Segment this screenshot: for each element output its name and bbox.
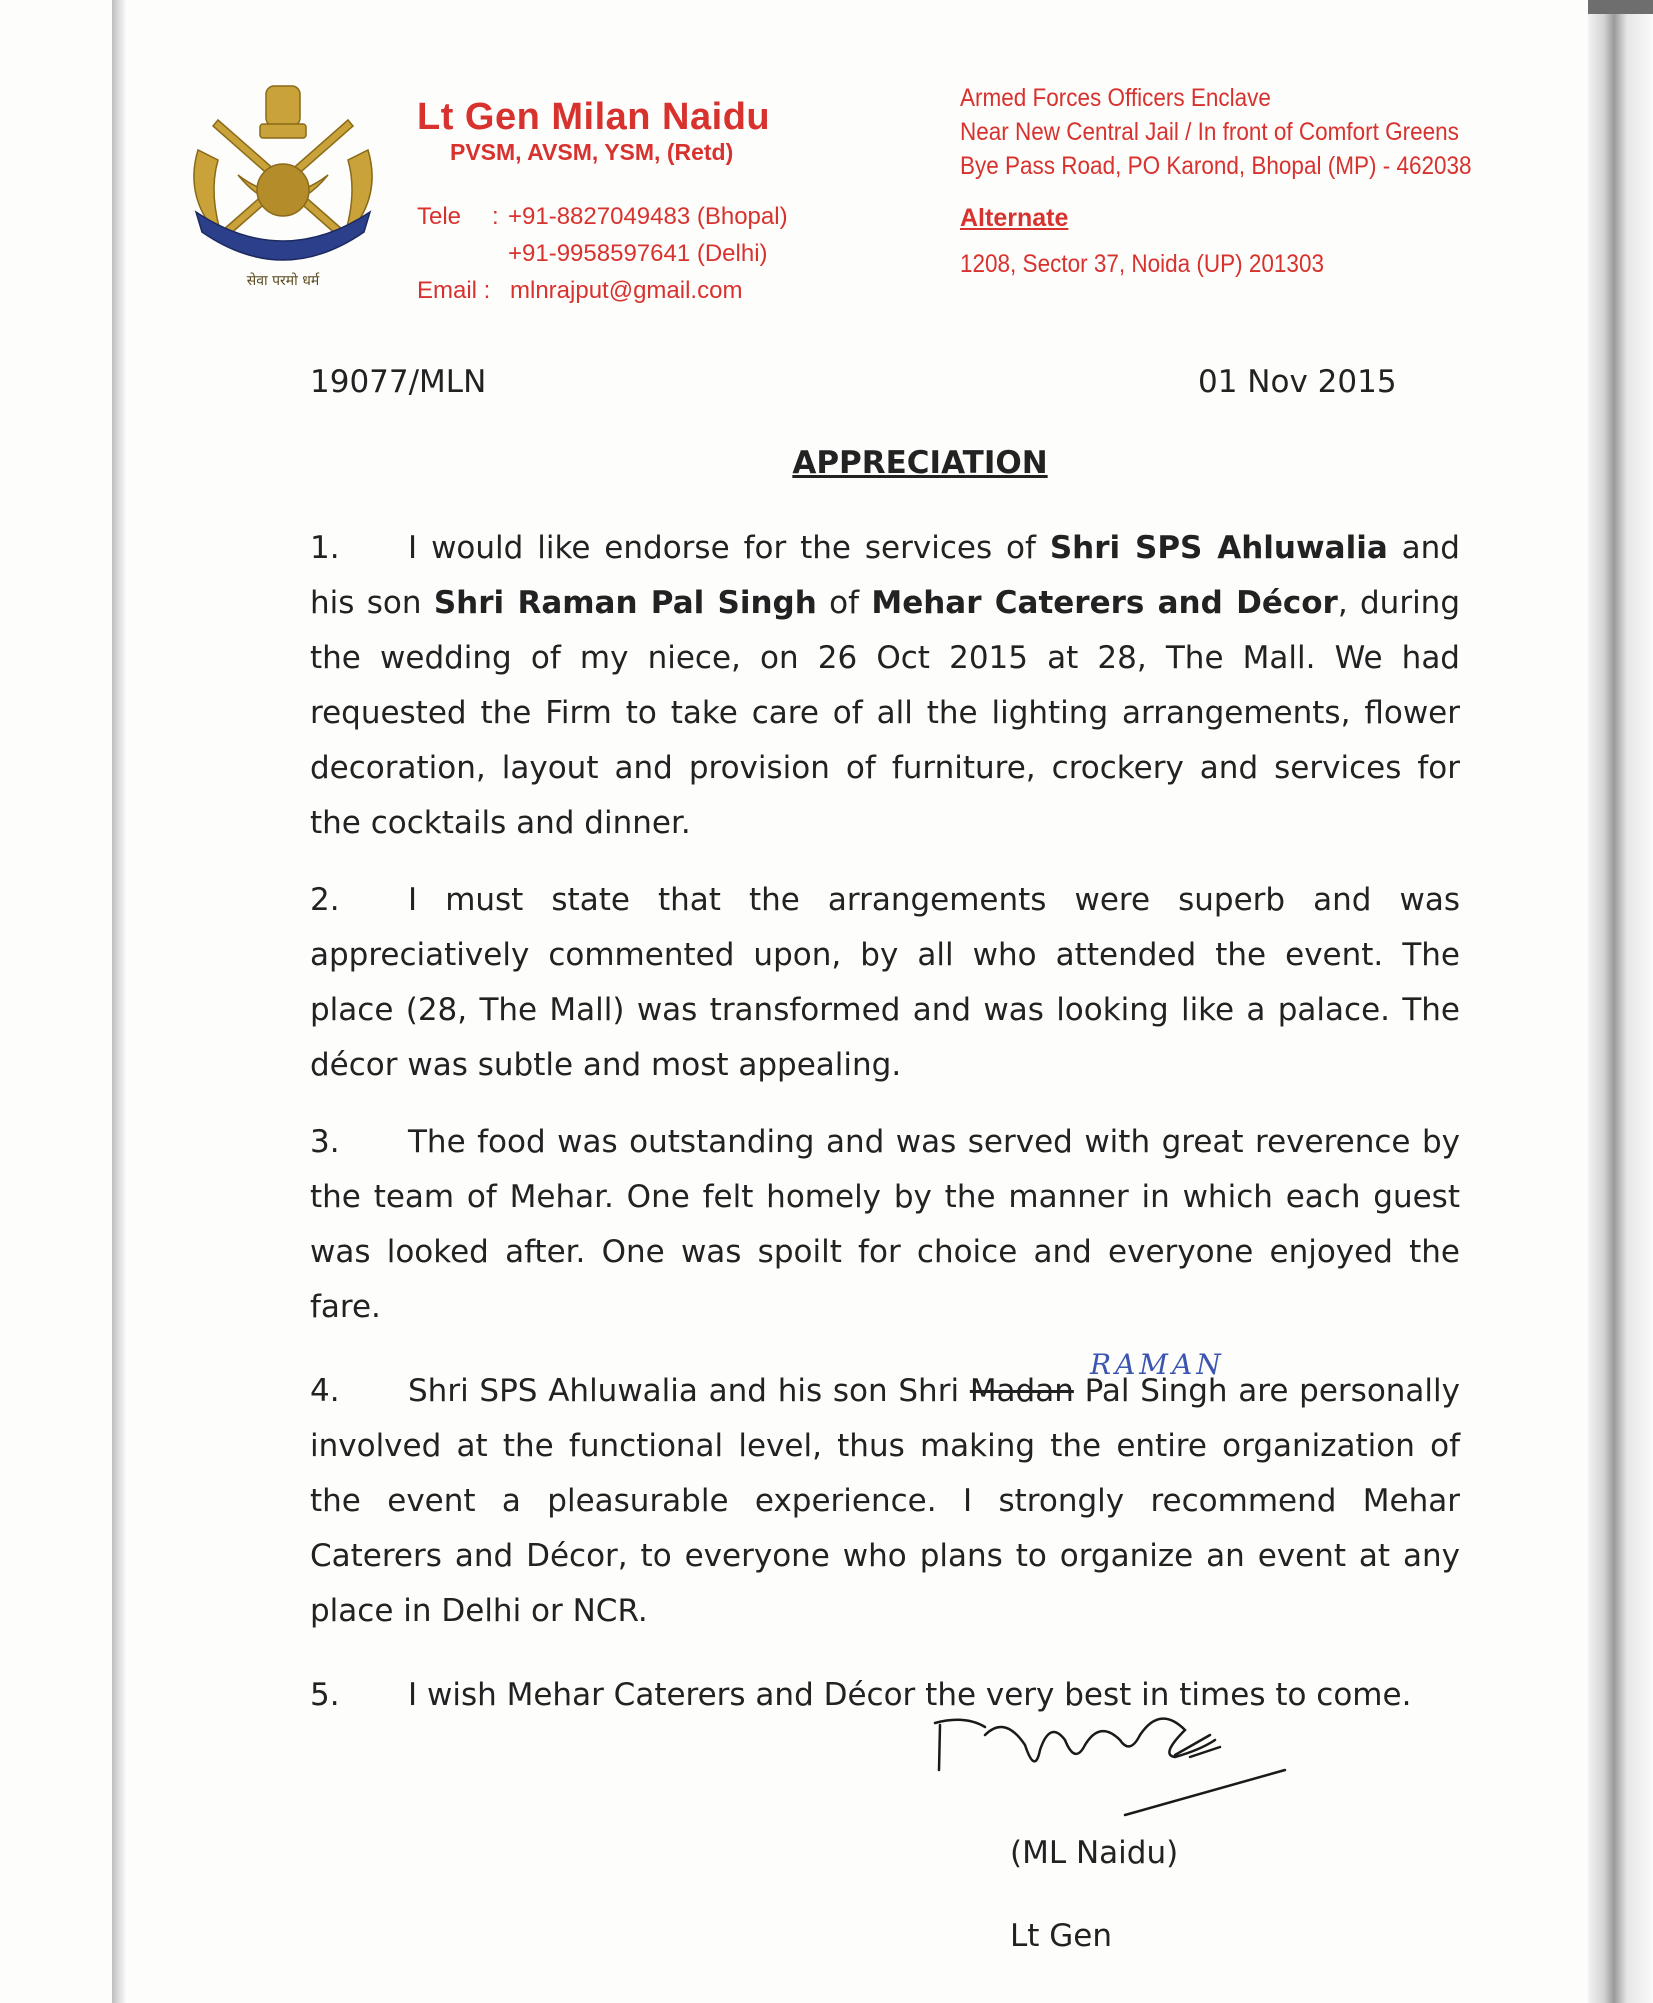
- paragraph-text: I must state that the arrangements were superb and was appreciatively commented upon, by all who attended the event. The place (28, The Mall) was transformed and was looking like a palace. The décor was subtle and most appealing.: [310, 882, 1460, 1083]
- alternate-heading: Alternate: [960, 204, 1069, 232]
- email-label: Email :: [417, 277, 491, 304]
- paragraph-text: of: [816, 585, 872, 621]
- paragraph-text: The food was outstanding and was served with great reverence by the team of Mehar. One felt homely by the manner in which each guest was looked after. One was spoilt for choice and everyone enjoyed the fare.: [310, 1124, 1460, 1325]
- paragraph-text: and his son: [310, 530, 1460, 621]
- bold-name: Shri SPS Ahluwalia: [1049, 530, 1388, 566]
- tele-separator: :: [492, 203, 499, 230]
- paragraph-3: [310, 1115, 1460, 1335]
- tele-label: Tele: [417, 203, 462, 230]
- paragraph-number: 4.: [310, 1373, 340, 1409]
- scan-left-edge: [112, 0, 126, 2003]
- scan-corner-shadow: [1588, 0, 1653, 14]
- letter-reference: 19077/MLN: [310, 364, 487, 400]
- struck-out-name: Madan: [969, 1373, 1074, 1409]
- paragraph-number: 1.: [310, 530, 340, 566]
- svg-text:सेवा परमो धर्म: सेवा परमो धर्म: [246, 273, 320, 289]
- paragraph-text: Pal Singh are personally involved at the functional level, thus making the entire organization of the event a pleasurable experience. I strongly recommend Mehar Caterers and Décor, to everyone who plans to organize an event at any place in Delhi or NCR.: [310, 1373, 1460, 1629]
- address-line-3: Bye Pass Road, PO Karond, Bhopal (MP) - 462038: [960, 152, 1472, 180]
- signoff-rank: Lt Gen: [1010, 1918, 1113, 1954]
- address-line-1: Armed Forces Officers Enclave: [960, 84, 1271, 112]
- emblem-motto: [247, 272, 320, 289]
- tele-bhopal: +91-8827049483 (Bhopal): [508, 203, 788, 230]
- paragraph-number: 3.: [310, 1124, 340, 1160]
- letter-title: APPRECIATION: [792, 445, 1048, 481]
- letterhead-name: Lt Gen Milan Naidu: [417, 96, 771, 138]
- letterhead-awards: PVSM, AVSM, YSM, (Retd): [450, 139, 734, 165]
- address-line-2: Near New Central Jail / In front of Comfort Greens: [960, 118, 1459, 146]
- paragraph-text: , during the wedding of my niece, on 26 Oct 2015 at 28, The Mall. We had requested the Firm to take care of all the lighting arrangements, flower decoration, layout and provision of furniture, crockery and services for the cocktails and dinner.: [310, 585, 1461, 841]
- alternate-address: 1208, Sector 37, Noida (UP) 201303: [960, 250, 1324, 278]
- paragraph-number: 5.: [310, 1677, 340, 1713]
- email-address: mlnrajput@gmail.com: [510, 277, 743, 304]
- bold-name: Shri Raman Pal Singh: [433, 585, 817, 621]
- paragraph-number: 2.: [310, 882, 340, 918]
- army-emblem-icon: [178, 80, 388, 295]
- scan-right-edge: [1588, 0, 1653, 2003]
- bold-firm-name: Mehar Caterers and Décor: [871, 585, 1338, 621]
- signoff-name: (ML Naidu): [1010, 1835, 1179, 1871]
- paragraph-4: [310, 1364, 1460, 1639]
- letter-date: 01 Nov 2015: [1198, 364, 1397, 400]
- tele-delhi: +91-9958597641 (Delhi): [508, 240, 768, 267]
- paragraph-2: [310, 873, 1460, 1093]
- paragraph-text: Shri SPS Ahluwalia and his son Shri: [408, 1373, 970, 1409]
- paragraph-text: I wish Mehar Caterers and Décor the very best in times to come.: [408, 1677, 1412, 1713]
- handwritten-correction: RAMAN: [1090, 1348, 1225, 1381]
- paragraph-1: [310, 521, 1460, 851]
- paragraph-text: I would like endorse for the services of: [408, 530, 1050, 566]
